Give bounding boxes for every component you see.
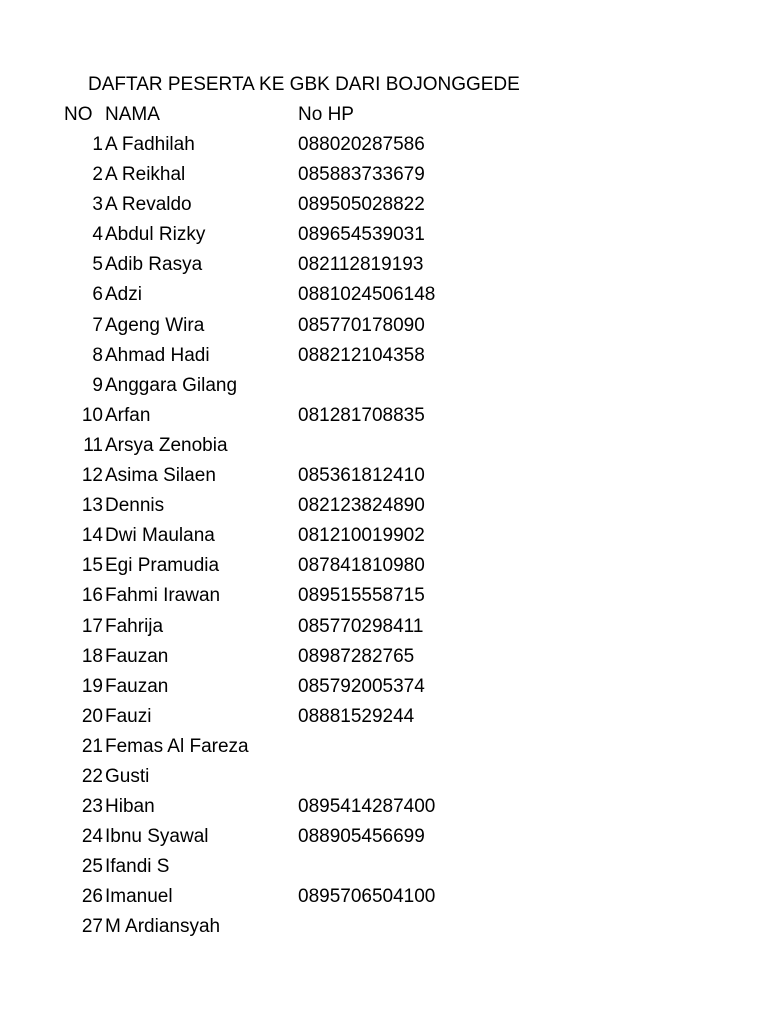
row-number: 27 — [81, 916, 103, 938]
participant-name: Anggara Gilang — [105, 374, 238, 396]
phone-number: 088020287586 — [298, 134, 425, 155]
participant-name: Adib Rasya — [105, 254, 203, 276]
participant-name: Egi Pramudia — [105, 555, 220, 577]
participant-name: Fahrija — [105, 615, 164, 637]
participant-name: Gusti — [105, 765, 150, 787]
phone-number: 089505028822 — [298, 194, 425, 216]
participant-name: Hiban — [105, 796, 155, 818]
row-number: 15 — [81, 555, 103, 577]
phone-number: 088212104358 — [298, 344, 425, 366]
phone-number: 081210019902 — [298, 525, 425, 547]
table-row — [0, 914, 768, 944]
participant-name: Ageng Wira — [105, 314, 205, 336]
column-header-hp: No HP — [298, 104, 354, 125]
phone-number: 088905456699 — [298, 826, 425, 848]
document-title: DAFTAR PESERTA KE GBK DARI BOJONGGEDE — [88, 74, 520, 95]
row-number: 1 — [92, 134, 103, 155]
participant-name: Arfan — [105, 404, 151, 426]
table-row — [0, 644, 768, 674]
phone-number: 087841810980 — [298, 555, 425, 577]
participant-name: Fauzan — [105, 645, 169, 667]
table-row — [0, 734, 768, 764]
column-header-no: NO — [64, 104, 93, 125]
table-row — [0, 373, 768, 403]
row-number: 17 — [81, 615, 103, 637]
row-number: 6 — [92, 284, 103, 306]
table-row — [0, 132, 768, 162]
row-number: 7 — [92, 314, 103, 336]
participant-name: A Revaldo — [105, 194, 192, 216]
row-number: 13 — [81, 495, 103, 517]
phone-number: 0895706504100 — [298, 886, 436, 908]
table-row — [0, 704, 768, 734]
table-row — [0, 794, 768, 824]
table-row — [0, 884, 768, 914]
row-number: 19 — [81, 675, 103, 697]
participant-name: A Reikhal — [105, 164, 186, 186]
phone-number: 082123824890 — [298, 495, 425, 517]
row-number: 22 — [81, 765, 103, 787]
row-number: 8 — [92, 344, 103, 366]
table-row — [0, 192, 768, 222]
phone-number: 089515558715 — [298, 585, 425, 607]
row-number: 18 — [81, 645, 103, 667]
participant-list — [0, 132, 768, 945]
table-row — [0, 674, 768, 704]
row-number: 14 — [81, 525, 103, 547]
table-row — [0, 252, 768, 282]
table-row — [0, 493, 768, 523]
participant-name: Femas Al Fareza — [105, 735, 249, 757]
table-row — [0, 854, 768, 884]
row-number: 12 — [81, 465, 103, 487]
table-row — [0, 583, 768, 613]
row-number: 25 — [81, 856, 103, 878]
phone-number: 085770178090 — [298, 314, 425, 336]
row-number: 11 — [83, 434, 103, 456]
participant-name: Asima Silaen — [105, 465, 216, 487]
column-header-nama: NAMA — [105, 104, 160, 125]
row-number: 21 — [81, 735, 103, 757]
table-row — [0, 162, 768, 192]
table-row — [0, 614, 768, 644]
phone-number: 089654539031 — [298, 224, 425, 246]
table-row — [0, 463, 768, 493]
participant-name: Dwi Maulana — [105, 525, 215, 547]
row-number: 16 — [81, 585, 103, 607]
table-row — [0, 523, 768, 553]
table-row — [0, 343, 768, 373]
row-number: 20 — [81, 705, 103, 727]
phone-number: 085792005374 — [298, 675, 425, 697]
participant-name: Fahmi Irawan — [105, 585, 221, 607]
table-row — [0, 824, 768, 854]
participant-name: M Ardiansyah — [105, 916, 221, 938]
table-row — [0, 403, 768, 433]
row-number: 4 — [92, 224, 103, 246]
row-number: 9 — [92, 374, 103, 396]
phone-number: 08881529244 — [298, 705, 415, 727]
participant-name: Abdul Rizky — [105, 224, 206, 246]
phone-number: 085361812410 — [298, 465, 425, 487]
row-number: 26 — [81, 886, 103, 908]
participant-name: Imanuel — [105, 886, 173, 908]
phone-number: 0881024506148 — [298, 284, 436, 306]
phone-number: 08987282765 — [298, 645, 415, 667]
row-number: 23 — [81, 796, 103, 818]
table-row — [0, 313, 768, 343]
row-number: 10 — [81, 404, 103, 426]
participant-name: Arsya Zenobia — [105, 434, 228, 456]
participant-name: A Fadhilah — [105, 134, 195, 155]
participant-name: Ahmad Hadi — [105, 344, 210, 366]
table-row — [0, 282, 768, 312]
participant-name: Ibnu Syawal — [105, 826, 209, 848]
row-number: 3 — [92, 194, 103, 216]
row-number: 5 — [92, 254, 103, 276]
participant-name: Fauzan — [105, 675, 169, 697]
phone-number: 085883733679 — [298, 164, 425, 186]
table-row — [0, 553, 768, 583]
table-row — [0, 222, 768, 252]
participant-name: Ifandi S — [105, 856, 170, 878]
participant-name: Fauzi — [105, 705, 152, 727]
phone-number: 0895414287400 — [298, 796, 436, 818]
table-row — [0, 433, 768, 463]
row-number: 24 — [81, 826, 103, 848]
row-number: 2 — [92, 164, 103, 186]
participant-name: Dennis — [105, 495, 165, 517]
table-row — [0, 764, 768, 794]
phone-number: 081281708835 — [298, 404, 425, 426]
participant-name: Adzi — [105, 284, 142, 306]
table-header — [0, 102, 768, 128]
phone-number: 085770298411 — [298, 615, 424, 637]
phone-number: 082112819193 — [298, 254, 424, 276]
